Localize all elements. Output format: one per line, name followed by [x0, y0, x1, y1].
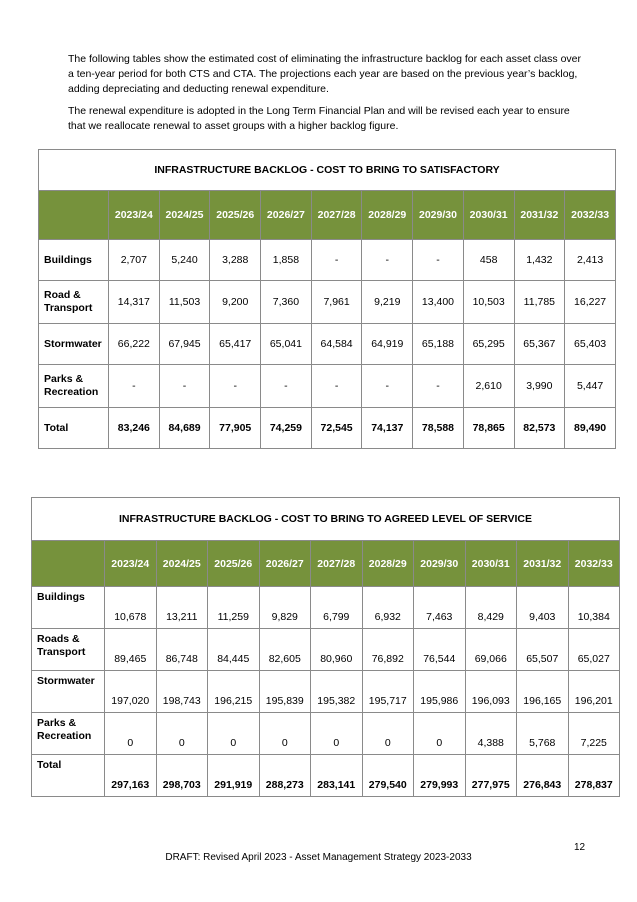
year-header: 2026/27: [259, 541, 311, 587]
year-header: 2032/33: [565, 191, 616, 240]
value-cell: 78,588: [413, 408, 464, 449]
table-title: INFRASTRUCTURE BACKLOG - COST TO BRING TO SATISFACTORY: [39, 150, 616, 191]
value-cell: 0: [156, 713, 208, 755]
value-cell: 291,919: [208, 755, 260, 797]
value-cell: 0: [259, 713, 311, 755]
value-cell: 82,605: [259, 629, 311, 671]
year-header: 2030/31: [463, 191, 514, 240]
value-cell: 0: [414, 713, 466, 755]
value-cell: 65,188: [413, 324, 464, 365]
backlog-satisfactory-table: [38, 149, 616, 449]
value-cell: 197,020: [105, 671, 157, 713]
value-cell: 1,432: [514, 240, 565, 281]
value-cell: -: [311, 240, 362, 281]
value-cell: -: [159, 365, 210, 408]
value-cell: 5,240: [159, 240, 210, 281]
row-label: Buildings: [39, 240, 109, 281]
value-cell: 77,905: [210, 408, 261, 449]
year-header-row: [32, 541, 620, 587]
value-cell: 74,137: [362, 408, 413, 449]
year-header: 2027/28: [311, 191, 362, 240]
value-cell: 10,384: [568, 587, 620, 629]
value-cell: 84,689: [159, 408, 210, 449]
row-label: Stormwater: [39, 324, 109, 365]
table-row: [39, 240, 616, 281]
table-row: [32, 587, 620, 629]
page-footer: DRAFT: Revised April 2023 - Asset Management Strategy 2023-2033: [165, 852, 472, 863]
value-cell: 279,540: [362, 755, 414, 797]
value-cell: 276,843: [517, 755, 569, 797]
row-label: Stormwater: [32, 671, 105, 713]
intro-paragraph-2: The renewal expenditure is adopted in the Long Term Financial Plan and will be revised each year to ensure that we reallocate renewal to asset groups with a higher backlog figure.: [68, 105, 570, 132]
value-cell: -: [413, 365, 464, 408]
value-cell: 65,403: [565, 324, 616, 365]
value-cell: 64,584: [311, 324, 362, 365]
backlog-service-level-table: [31, 497, 620, 797]
page-number: 12: [574, 842, 586, 853]
year-header: 2029/30: [413, 191, 464, 240]
value-cell: 6,932: [362, 587, 414, 629]
value-cell: 13,211: [156, 587, 208, 629]
value-cell: 64,919: [362, 324, 413, 365]
value-cell: 8,429: [465, 587, 517, 629]
value-cell: 458: [463, 240, 514, 281]
value-cell: 7,961: [311, 281, 362, 324]
value-cell: 65,507: [517, 629, 569, 671]
table-row: [39, 365, 616, 408]
year-header: 2024/25: [156, 541, 208, 587]
value-cell: 196,201: [568, 671, 620, 713]
row-label: Parks & Recreation: [39, 365, 109, 408]
value-cell: 82,573: [514, 408, 565, 449]
value-cell: 9,829: [259, 587, 311, 629]
value-cell: 80,960: [311, 629, 363, 671]
value-cell: 65,295: [463, 324, 514, 365]
value-cell: 2,413: [565, 240, 616, 281]
value-cell: 298,703: [156, 755, 208, 797]
value-cell: -: [362, 365, 413, 408]
year-header: 2029/30: [414, 541, 466, 587]
value-cell: 9,403: [517, 587, 569, 629]
year-header: 2026/27: [261, 191, 312, 240]
row-label: Road & Transport: [39, 281, 109, 324]
table-row: [32, 671, 620, 713]
row-label: Total: [39, 408, 109, 449]
value-cell: 0: [311, 713, 363, 755]
year-header: 2031/32: [514, 191, 565, 240]
row-label: Roads & Transport: [32, 629, 105, 671]
value-cell: 3,990: [514, 365, 565, 408]
value-cell: 279,993: [414, 755, 466, 797]
row-label: Total: [32, 755, 105, 797]
value-cell: 7,463: [414, 587, 466, 629]
year-header: 2028/29: [362, 191, 413, 240]
value-cell: 9,219: [362, 281, 413, 324]
value-cell: 7,225: [568, 713, 620, 755]
value-cell: 195,717: [362, 671, 414, 713]
value-cell: 196,165: [517, 671, 569, 713]
value-cell: 0: [362, 713, 414, 755]
value-cell: 3,288: [210, 240, 261, 281]
value-cell: 6,799: [311, 587, 363, 629]
year-header: 2025/26: [208, 541, 260, 587]
value-cell: 89,465: [105, 629, 157, 671]
value-cell: 16,227: [565, 281, 616, 324]
value-cell: 65,367: [514, 324, 565, 365]
value-cell: 66,222: [109, 324, 160, 365]
value-cell: 196,093: [465, 671, 517, 713]
value-cell: 0: [105, 713, 157, 755]
table-row: [32, 629, 620, 671]
year-header: 2025/26: [210, 191, 261, 240]
value-cell: 288,273: [259, 755, 311, 797]
value-cell: 65,041: [261, 324, 312, 365]
value-cell: 277,975: [465, 755, 517, 797]
header-corner-cell: [39, 191, 109, 240]
value-cell: 11,259: [208, 587, 260, 629]
value-cell: 195,382: [311, 671, 363, 713]
year-header: 2024/25: [159, 191, 210, 240]
value-cell: 76,544: [414, 629, 466, 671]
intro-paragraph-1: The following tables show the estimated cost of eliminating the infrastructure backlog for each asset class over a ten-year period for both CTS and CTA. The projections each year are based on the previous year’s backlog, adding depreciating and deducting renewal expenditure.: [68, 53, 582, 95]
table-row: [39, 324, 616, 365]
value-cell: 83,246: [109, 408, 160, 449]
value-cell: 0: [208, 713, 260, 755]
year-header: 2031/32: [517, 541, 569, 587]
row-label: Parks & Recreation: [32, 713, 105, 755]
year-header: 2023/24: [105, 541, 157, 587]
value-cell: 84,445: [208, 629, 260, 671]
value-cell: -: [311, 365, 362, 408]
table-row: [32, 755, 620, 797]
value-cell: 11,785: [514, 281, 565, 324]
value-cell: 76,892: [362, 629, 414, 671]
value-cell: 195,986: [414, 671, 466, 713]
value-cell: 65,417: [210, 324, 261, 365]
value-cell: 89,490: [565, 408, 616, 449]
table-row: [32, 713, 620, 755]
value-cell: -: [109, 365, 160, 408]
value-cell: 72,545: [311, 408, 362, 449]
value-cell: 5,447: [565, 365, 616, 408]
value-cell: 195,839: [259, 671, 311, 713]
value-cell: 2,610: [463, 365, 514, 408]
value-cell: 196,215: [208, 671, 260, 713]
value-cell: 198,743: [156, 671, 208, 713]
year-header: 2032/33: [568, 541, 620, 587]
year-header-row: [39, 191, 616, 240]
header-corner-cell: [32, 541, 105, 587]
value-cell: 7,360: [261, 281, 312, 324]
value-cell: 2,707: [109, 240, 160, 281]
value-cell: 10,503: [463, 281, 514, 324]
value-cell: 67,945: [159, 324, 210, 365]
value-cell: 297,163: [105, 755, 157, 797]
table-row: [39, 281, 616, 324]
value-cell: 1,858: [261, 240, 312, 281]
value-cell: 11,503: [159, 281, 210, 324]
value-cell: 13,400: [413, 281, 464, 324]
year-header: 2030/31: [465, 541, 517, 587]
value-cell: 78,865: [463, 408, 514, 449]
row-label: Buildings: [32, 587, 105, 629]
value-cell: 278,837: [568, 755, 620, 797]
value-cell: 10,678: [105, 587, 157, 629]
value-cell: -: [362, 240, 413, 281]
value-cell: -: [210, 365, 261, 408]
year-header: 2027/28: [311, 541, 363, 587]
year-header: 2023/24: [109, 191, 160, 240]
value-cell: 69,066: [465, 629, 517, 671]
value-cell: 65,027: [568, 629, 620, 671]
value-cell: -: [413, 240, 464, 281]
table-row: [39, 408, 616, 449]
value-cell: 86,748: [156, 629, 208, 671]
value-cell: 9,200: [210, 281, 261, 324]
year-header: 2028/29: [362, 541, 414, 587]
value-cell: 14,317: [109, 281, 160, 324]
value-cell: 74,259: [261, 408, 312, 449]
value-cell: 4,388: [465, 713, 517, 755]
value-cell: 5,768: [517, 713, 569, 755]
value-cell: 283,141: [311, 755, 363, 797]
value-cell: -: [261, 365, 312, 408]
table-title: INFRASTRUCTURE BACKLOG - COST TO BRING TO AGREED LEVEL OF SERVICE: [32, 498, 620, 541]
